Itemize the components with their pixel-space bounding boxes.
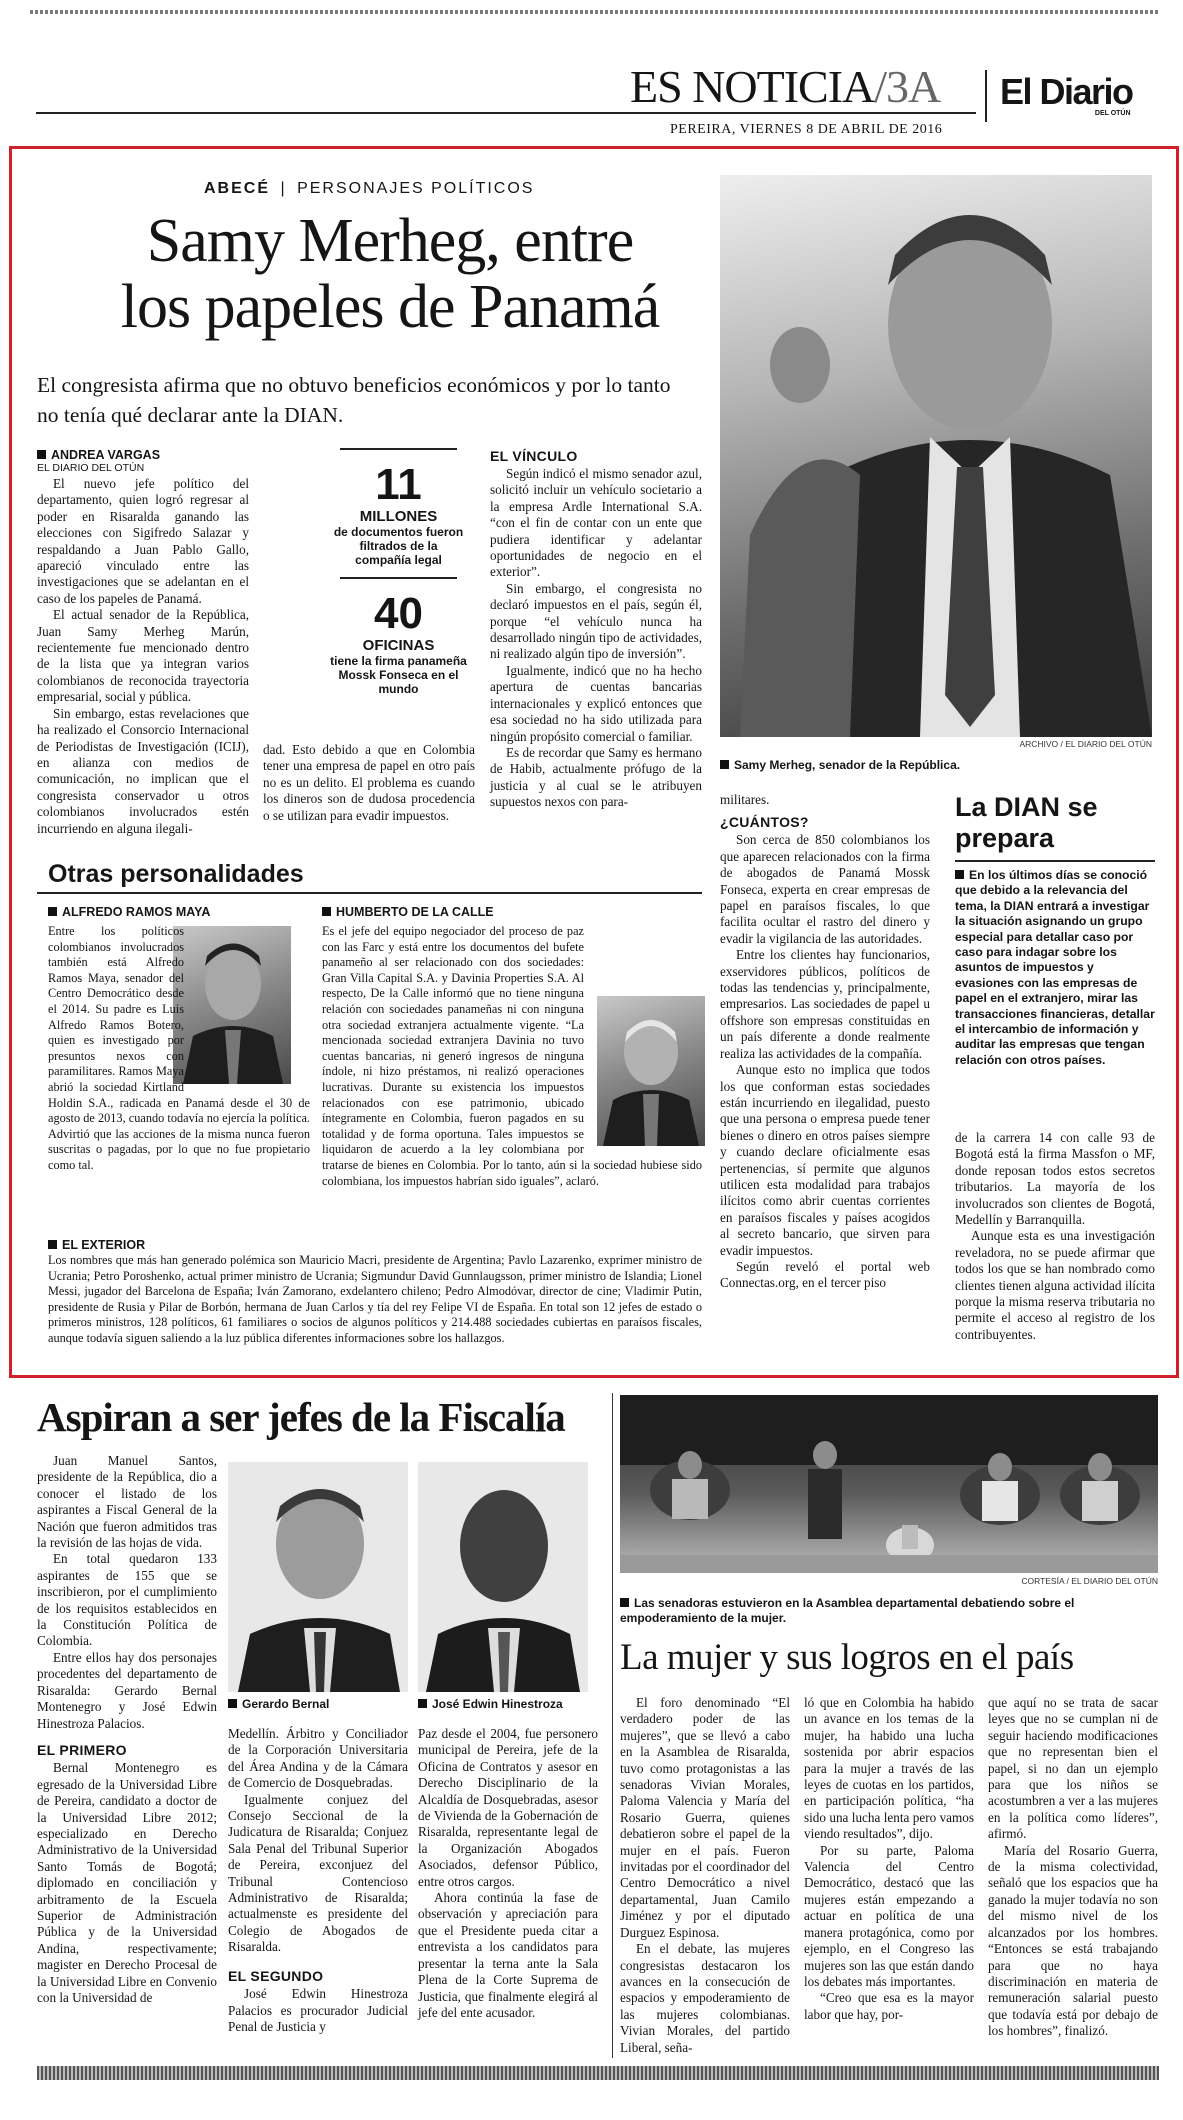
main-column-1: ANDREA VARGAS EL DIARIO DEL OTÚN El nuevo jefe político del departamento, quien logró regresar al poder en Risaralda ganando las elecciones con Sigifredo Salazar y respaldando a Juan Pablo Gallo, apareció vinculado entre las investigaciones que se adelantan en el caso de los papeles de Panamá. El actual senador de la República, Juan Samy Merheg Marún, recientemente fue mencionado dentro de la lista que ya integran varios colombianos de reconocida trayectoria empresarial, social y pública. Sin embargo, estas revelaciones que ha realizado el Consorcio Internacional de Periodistas de Investigación (ICIJ), en alianza con medios de comunicación, no implican que el congresista conservador u otros colombianos involucrados estén incurriendo en alguna ilegali- <box>37 448 249 836</box>
calle-block: HUMBERTO DE LA CALLE <box>322 905 702 919</box>
main-column-3: EL VÍNCULO Según indicó el mismo senador azul, solicitó incluir un vehículo societario a la empresa Ardle International S.A. “con el fin de contar con un ente que pudiera identificar y adelantar oportunidades de negocio en el exterior”. Sin embargo, el congresista no declaró impuestos en el país, según él, porque “el vehículo nunca ha desarrollado ningún tipo de actividades, ni realizado algún tipo de inversión”. Igualmente, indicó que no ha hecho apertura de cuentas bancarias internacionales y explicó entonces que esa sociedad no ha sido utilizada para ningún propósito comercial o familiar. Es de recordar que Samy es hermano de Habib, actualmente prófugo de la justicia y al cual se le atribuyen supuestos nexos con para- <box>490 448 702 810</box>
kicker: ABECÉ | PERSONAJES POLÍTICOS <box>204 180 535 197</box>
mujer-photo-caption: Las senadoras estuvieron en la Asamblea departamental debatiendo sobre el empoderamiento de la mujer. <box>620 1596 1075 1625</box>
ramos-text: Entre los políticos colombianos involucrados también está Alfredo Ramos Maya, senador del Centro Democrático desde el 2014. Su padre es Luis Alfredo Ramos Botero, quien es investigado por presuntos nexos con paramilitares. Ramos Maya abrió la sociedad Kirtland Holdin S.A., radicada en Panamá desde el 30 de agosto de 2013, cuando todavía no ejercía la política. Advirtió que las acciones de la misma nunca fueron suscritas o pagadas, por lo que no fue propietario como tal. <box>48 924 310 1172</box>
ramos-block: ALFREDO RAMOS MAYA <box>48 905 308 919</box>
caption-jose-edwin-hinestroza: José Edwin Hinestroza <box>418 1697 563 1711</box>
photo-samy-merheg <box>720 175 1152 737</box>
mujer-photo-credit: CORTESÍA / EL DIARIO DEL OTÚN <box>1021 1576 1158 1586</box>
photo-gerardo-bernal <box>228 1462 408 1692</box>
fiscalia-column-1: Juan Manuel Santos, presidente de la República, dio a conocer el listado de los aspirantes a Fiscal General de la Nación que fueron admitidos tras la revisión de las hojas de vida. En total quedaron 133 aspirantes de 155 que se inscribieron, por el cumplimiento de los requisitos establecidos en la Constitución Política de Colombia. Entre ellos hay dos personajes procedentes del departamento de Risaralda: Gerardo Bernal Montenegro y José Edwin Hinestroza Palacios. EL PRIMERO Bernal Montenegro es egresado de la Universidad Libre de Pereira, candidato a doctor de la Universidad Libre 2012; especializado en Derecho Administrativo de la Universidad Santo Tomás de Bogotá; diplomado en conciliación y arbitramento de la Escuela Superior de Administración Pública y de la Universidad Andina, respectivamente; magister en Derecho Procesal de la Universidad Libre en Convenio con la Universidad de <box>37 1453 217 2005</box>
calle-text: Es el jefe del equipo negociador del proceso de paz con las Farc y está entre los documentos del bufete panameño al ser relacionado con dos sociedades: Gran Villa Capital S.A. y Davinia Properties S.A. Al respecto, De la Calle informó que no tiene ninguna relación con sociedades panameñas ni con ninguna otra sociedad extranjera actualmente vigente. “La mencionada sociedad extranjera Davinia no tuvo cuentas bancarias, ni generó ingresos de ninguna índole, ni hizo préstamos, ni realizó operaciones lucrativas. Durante su existencia los impuestos relacionados con ese patrimonio, ubicado íntegramente en Colombia, fueron pagados en su totalidad y de forma oportuna. Tales impuestos se liquidaron de acuerdo a la ley colombiana por tratarse de bienes en Colombia. Por lo tanto, aún si la sociedad hubiese sido colombiana, los impuestos habrían sido iguales”, aclaró. <box>322 924 702 1188</box>
mujer-column-1: El foro denominado “El verdadero poder de las mujeres”, que se llevó a cabo en la Asamblea de Risaralda, tuvo como protagonistas a las senadoras Vivian Morales, Paloma Valencia y María del Rosario Guerra, quienes debatieron sobre el papel de la mujer en el país. Fueron invitadas por el coordinador del Centro Democrático a nivel departamental, Juan Camilo Jiménez y por el diputado Durguez Espinosa. En el debate, las mujeres congresistas destacaron los avances en la consecución de espacios y empoderamiento de las mujeres colombianas. Vivian Morales, del partido Liberal, seña- <box>620 1695 790 2055</box>
photo-senadoras-asamblea <box>620 1395 1158 1573</box>
main-column-2-cont: dad. Esto debido a que en Colombia tener una empresa de papel en otro país no es un delito. El problema es cuando los dineros son de dudosa procedencia o se utilizan para evadir impuestos. <box>263 742 475 823</box>
headline: Samy Merheg, entre los papeles de Panamá <box>120 207 660 341</box>
deck: El congresista afirma que no obtuvo beneficios económicos y por lo tanto no tenía qué declarar ante la DIAN. <box>37 373 671 427</box>
main-column-5: de la carrera 14 con calle 93 de Bogotá está la firma Massfon o MF, donde reposan todos estos secretos tributarios. La mayoría de los involucrados son clientes de Bogotá, Medellín y Barranquilla. Aunque esta es una investigación reveladora, no se puede afirmar que todos los que se han nombrado como clientes tienen alguna actividad ilícita porque la misma reserva tributaria no permite el acceso al registro de los contribuyentes. <box>955 1130 1155 1342</box>
mujer-column-3: que aquí no se trata de sacar leyes que no se cumplan ni de seguir haciendo modificaciones que no representan bien el papel, si no dan un ejemplo para que los niños se acostumbren a ver a las mujeres en la política como líderes”, afirmó. María del Rosario Guerra, de la misma colectividad, señaló que los espacios que ha ganado la mujer todavía no son del mismo nivel de los alcanzados por los hombres. “Entonces se está trabajando para que no haya discriminación en materia de remuneración salarial puesto que todavía está por debajo de los hombres”, finalizó. <box>988 1695 1158 2039</box>
fiscalia-column-3: Paz desde el 2004, fue personero municipal de Pereira, jefe de la Oficina de Contratos y asesor en Derecho Disciplinario de la Alcaldía de Dosquebradas, asesor de Vivienda de la Gobernación de Risaralda, representante legal de la Organización Abogados Asociados, defensor Público, entre otros cargos. Ahora continúa la fase de observación y apreciación para que el Presidente pueda citar a entrevista a los candidatos para presentar la terna ante la Sala Plena de la Corte Suprema de Justicia, que finalmente elegirá al jefe del ente acusador. <box>418 1726 598 2020</box>
dateline: PEREIRA, VIERNES 8 DE ABRIL DE 2016 <box>670 122 943 137</box>
stats-box: 11 MILLONES de documentos fueron filtrados de la compañía legal 40 OFICINAS tiene la firma panameña Mossk Fonseca en el mundo <box>326 448 471 696</box>
photo-caption: Samy Merheg, senador de la República. <box>720 758 960 772</box>
mujer-column-2: ló que en Colombia ha habido un avance en los temas de la mujer, ha habido una lucha sostenida por abrir espacios para la mujer a través de las leyes de cuotas en los partidos, en participación política, “ha sido una lucha lenta pero vamos viendo resultados”, dijo. Por su parte, Paloma Valencia del Centro Democrático, destacó que las mujeres están empezando a actuar en política de una manera protagónica, como por ejemplo, en el Congreso las mujeres son las que están dando los debates más importantes. “Creo que esa es la mayor labor que hay, por- <box>804 1695 974 2022</box>
photo-credit: ARCHIVO / EL DIARIO DEL OTÚN <box>1019 739 1152 749</box>
fiscalia-column-2: Medellín. Árbitro y Conciliador de la Corporación Universitaria del Área Andina y de la Cámara de Comercio de Dosquebradas. Igualmente conjuez del Consejo Seccional de la Judicatura de Risaralda; Conjuez Sala Penal del Tribunal Superior de Pereira, exconjuez del Tribunal Contencioso Administrativo de Risaralda; actualmenste es presidente del Colegio de Abogados de Risaralda. EL SEGUNDO José Edwin Hinestroza Palacios es procurador Judicial Penal de Justicia y <box>228 1726 408 2034</box>
dian-headline: La DIAN se prepara <box>955 792 1098 853</box>
caption-gerardo-bernal: Gerardo Bernal <box>228 1697 329 1711</box>
dian-box: La DIAN se prepara En los últimos días se conoció que debido a la relevancia del tema, la DIAN entrará a investigar la situación asignando un grupo especial para detallar caso por caso para indagar sobre los asuntos de impuestos y evasiones con las empresas de papel en el extranjero, mirar las transacciones financieras, detallar el intercambio de información y auditar las empresas que tengan relación con otros países. <box>955 792 1155 1067</box>
brand-logo: El Diario DEL OTÚN <box>1000 71 1133 117</box>
fiscalia-headline: Aspiran a ser jefes de la Fiscalía <box>37 1394 565 1440</box>
otras-personalidades-title: Otras personalidades <box>48 860 304 888</box>
mujer-headline: La mujer y sus logros en el país <box>620 1637 1074 1678</box>
exterior-block: EL EXTERIOR Los nombres que más han generado polémica son Mauricio Macri, presidente de Argentina; Pavlo Lazarenko, exprimer ministro de Ucrania; Petro Poroshenko, actual primer ministro de Ucrania; Sigmundur David Gunnlaugsson, primer ministro de Islandia; Lionel Messi, jugador del Barcelona de España; Iván Zamorano, exdelantero chileno; Pedro Almodóvar, director de cine; Vladimir Putin, presidente de Rusia y Pilar de Borbón, hermana de Juan Carlos y tía del rey Felipe VI de España. En total son 12 jefes de estado o primeros ministros, 128 políticos, 61 familiares o socios de algunos políticos y 214.488 sociedades cubiertas en paraísos fiscales, aunque todavía siguen saliendo a la luz pública diferentes informaciones sobre los hallazgos. <box>48 1238 702 1345</box>
masthead <box>0 0 1183 140</box>
main-column-4: militares. ¿CUÁNTOS? Son cerca de 850 colombianos los que aparecen relacionados con la firma de abogados de Panamá Mossk Fonseca, experta en crear empresas de papel en paraísos fiscales, lo que facilita ocultar el rastro del dinero y evadir la vigilancia de las autoridades. Entre los clientes hay funcionarios, exservidores públicos, políticos de todas las tendencias y, principalmente, empresarios. Las sociedades de papel u offshore son empresas constituidas en un país diferente a donde realmente realiza las actividades de la compañía. Aunque esto no implica que todos los que conforman estas sociedades están incurriendo en ilegalidad, puesto que una persona o empresa puede tener bienes o dinero en otros países siempre y cuando declare oficialmente esas pertenencias, sí permite que algunos utilicen esta modalidad para trabajos ilícitos como abrir cuentas corrientes en paraísos fiscales y países acogidos al secreto bancario, que sirven para evadir impuestos. Según reveló el portal web Connectas.org, en el tercer piso <box>720 792 930 1291</box>
section-title: ES NOTICIA/3A <box>630 61 941 112</box>
bottom-rule <box>37 2066 1159 2080</box>
photo-jose-edwin-hinestroza <box>418 1462 588 1692</box>
